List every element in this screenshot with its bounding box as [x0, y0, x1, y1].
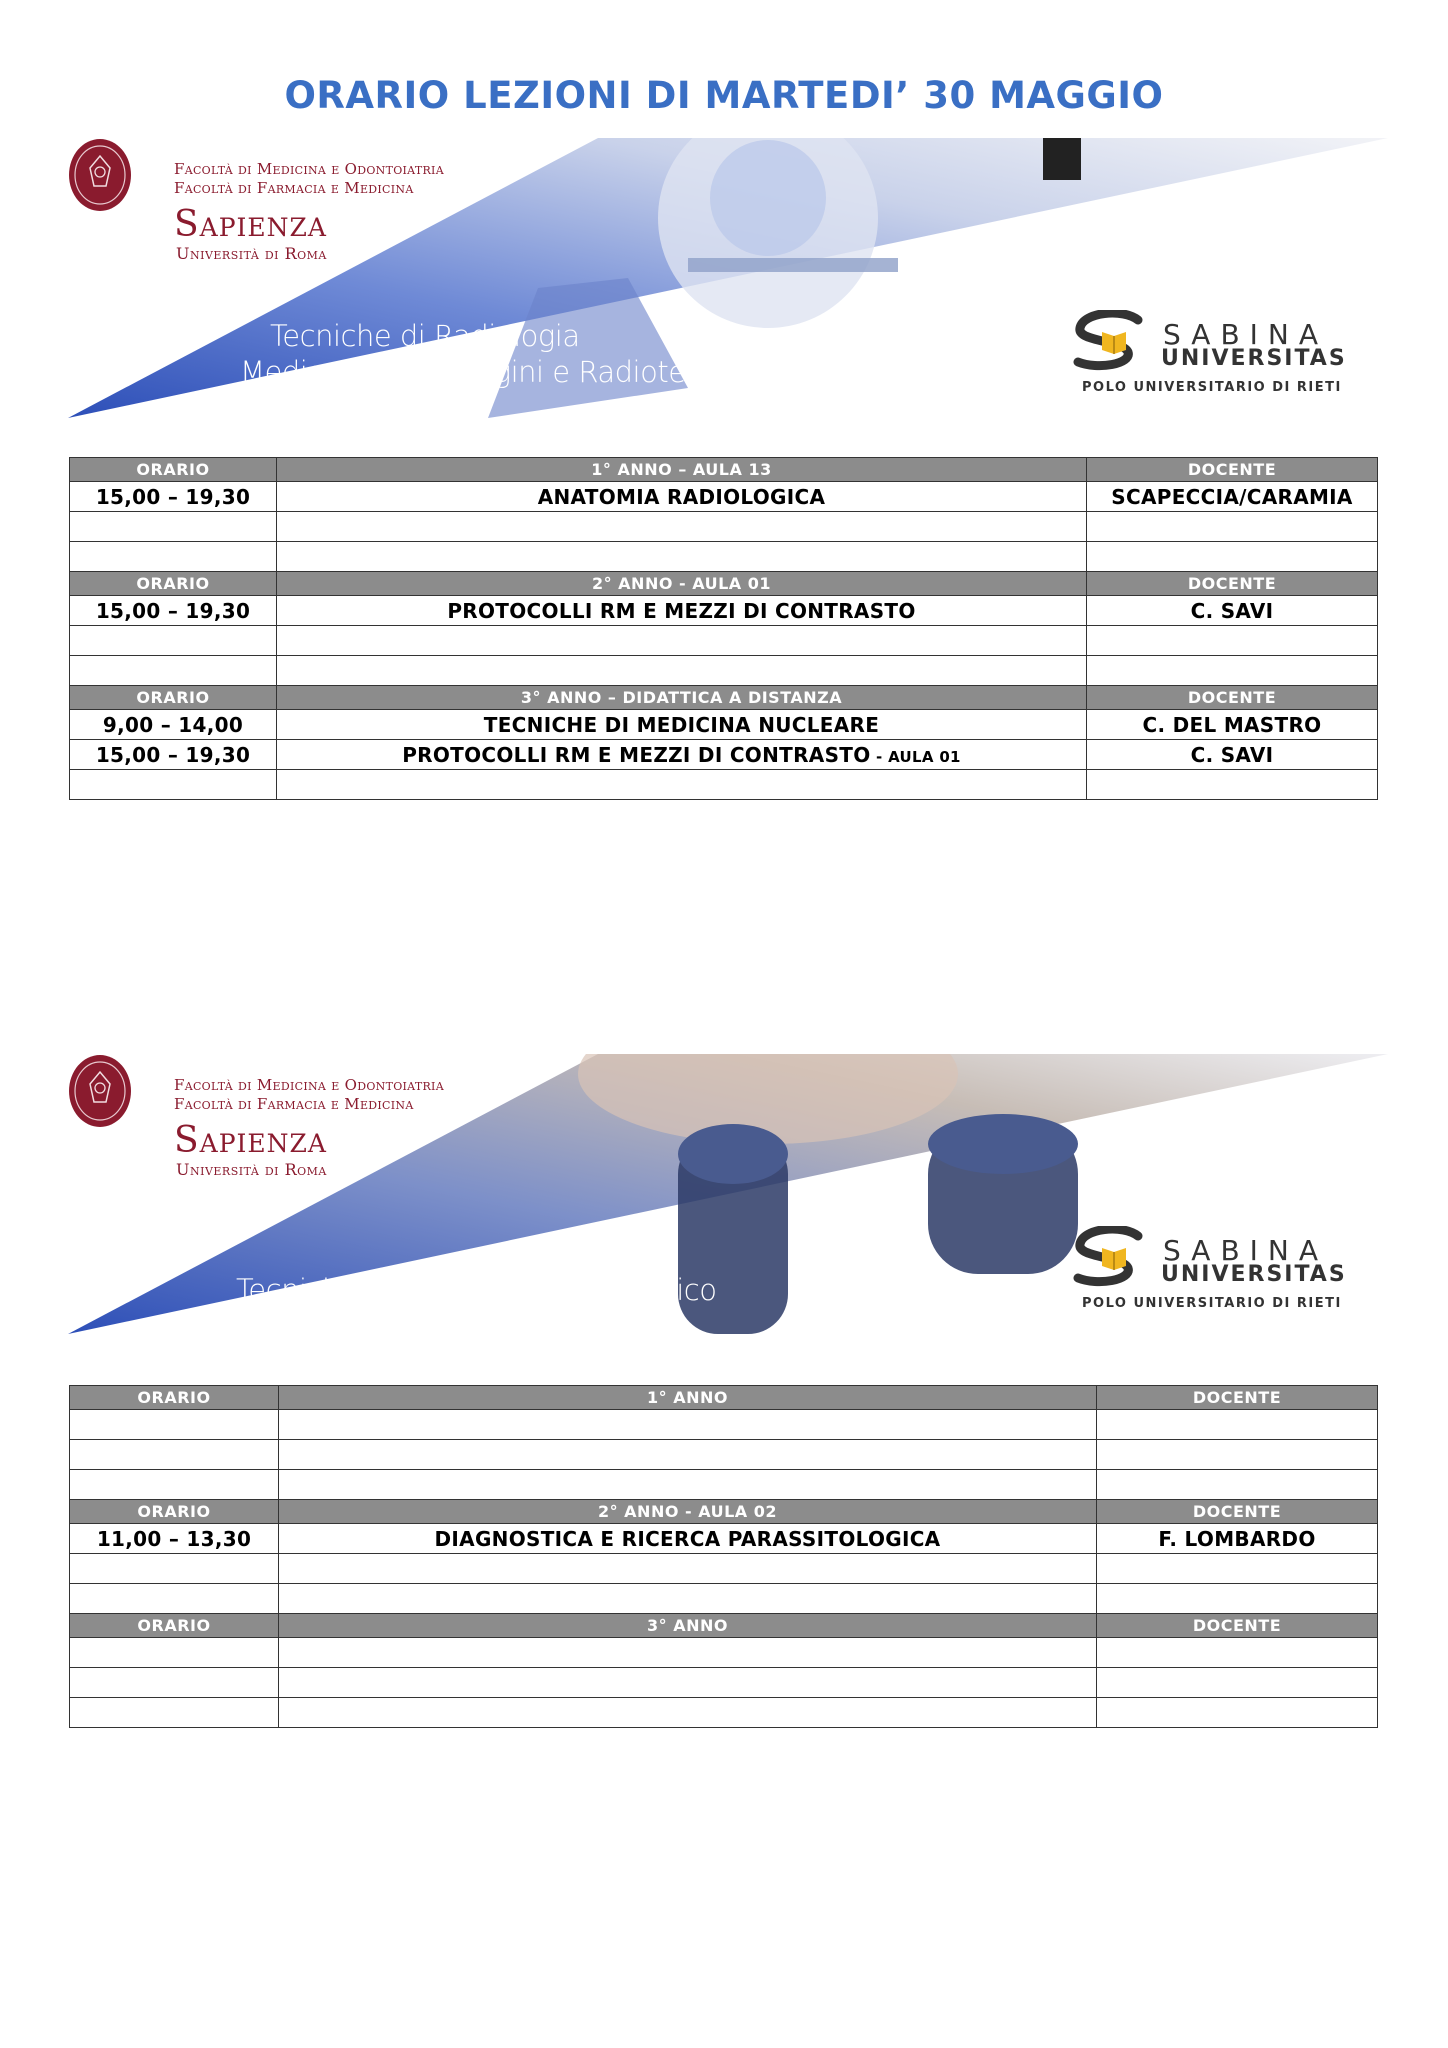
- header-orario: ORARIO: [70, 1614, 279, 1638]
- cell-empty: [279, 1668, 1097, 1698]
- cell-empty: [70, 626, 277, 656]
- faculty-names: [174, 1076, 444, 1114]
- header-docente: DOCENTE: [1097, 1386, 1378, 1410]
- cell-course: TECNICHE DI MEDICINA NUCLEARE: [277, 710, 1087, 740]
- table-row-empty: [70, 1470, 1378, 1500]
- header-year-2: 2° ANNO - AULA 02: [279, 1500, 1097, 1524]
- cell-empty: [70, 1668, 279, 1698]
- cell-empty: [1087, 656, 1378, 686]
- header-docente: DOCENTE: [1087, 572, 1378, 596]
- faculty-line-1: Facoltà di Medicina e Odontoiatria: [174, 160, 444, 178]
- cell-empty: [277, 626, 1087, 656]
- cell-course: DIAGNOSTICA E RICERCA PARASSITOLOGICA: [279, 1524, 1097, 1554]
- table-row: [70, 596, 1378, 626]
- table-row-empty: [70, 542, 1378, 572]
- sabina-logo-icon: [1068, 1226, 1158, 1292]
- laboratorio-schedule-table: [69, 1385, 1378, 1728]
- university-subtitle: Università di Roma: [176, 244, 327, 263]
- page-title: ORARIO LEZIONI DI MARTEDI’ 30 MAGGIO: [284, 74, 1164, 117]
- laboratorio-banner: [68, 1054, 1388, 1334]
- cell-docente: SCAPECCIA/CARAMIA: [1087, 482, 1378, 512]
- cell-empty: [277, 770, 1087, 800]
- cell-orario: 15,00 – 19,30: [70, 596, 277, 626]
- partner-polo: POLO UNIVERSITARIO DI RIETI: [1082, 380, 1342, 395]
- cell-empty: [1087, 770, 1378, 800]
- cell-empty: [1097, 1584, 1378, 1614]
- cell-empty: [1087, 626, 1378, 656]
- table-row-empty: [70, 512, 1378, 542]
- partner-subtitle: UNIVERSITAS: [1161, 1262, 1347, 1287]
- cell-course: ANATOMIA RADIOLOGICA: [277, 482, 1087, 512]
- header-year-2: 2° ANNO - AULA 01: [277, 572, 1087, 596]
- header-orario: ORARIO: [70, 1500, 279, 1524]
- table-header-row: [70, 1500, 1378, 1524]
- header-orario: ORARIO: [70, 686, 277, 710]
- cell-docente: C. DEL MASTRO: [1087, 710, 1378, 740]
- header-orario: ORARIO: [70, 458, 277, 482]
- faculty-line-1: Facoltà di Medicina e Odontoiatria: [174, 1076, 444, 1094]
- cell-empty: [1097, 1440, 1378, 1470]
- sapienza-seal-icon: [68, 138, 132, 212]
- table-row-empty: [70, 1554, 1378, 1584]
- table-header-row: [70, 686, 1378, 710]
- cell-empty: [70, 1638, 279, 1668]
- course-room: - AULA 01: [870, 747, 961, 766]
- cell-empty: [1097, 1470, 1378, 1500]
- table-row-empty: [70, 656, 1378, 686]
- cell-empty: [1097, 1698, 1378, 1728]
- sabina-logo-icon: [1068, 310, 1158, 376]
- header-year-3: 3° ANNO: [279, 1614, 1097, 1638]
- cell-empty: [70, 1554, 279, 1584]
- partner-subtitle: UNIVERSITAS: [1161, 346, 1347, 371]
- table-header-row: [70, 1386, 1378, 1410]
- cell-empty: [279, 1554, 1097, 1584]
- cell-empty: [279, 1410, 1097, 1440]
- sabina-logo: [1068, 1226, 1368, 1316]
- cell-empty: [70, 1470, 279, 1500]
- cell-empty: [279, 1470, 1097, 1500]
- header-docente: DOCENTE: [1097, 1500, 1378, 1524]
- cell-empty: [70, 512, 277, 542]
- cell-empty: [70, 656, 277, 686]
- cell-empty: [1097, 1554, 1378, 1584]
- table-row-empty: [70, 1668, 1378, 1698]
- cell-docente: C. SAVI: [1087, 740, 1378, 770]
- radiologia-schedule-table: [69, 457, 1378, 800]
- cell-empty: [277, 542, 1087, 572]
- cell-empty: [70, 770, 277, 800]
- university-name: Sapienza: [174, 204, 327, 245]
- header-orario: ORARIO: [70, 572, 277, 596]
- table-row-empty: [70, 1638, 1378, 1668]
- sapienza-seal-icon: [68, 1054, 132, 1128]
- cell-course: [277, 740, 1087, 770]
- partner-name: SABINA: [1163, 318, 1329, 351]
- cell-empty: [279, 1638, 1097, 1668]
- cell-empty: [279, 1440, 1097, 1470]
- faculty-names: [174, 160, 444, 198]
- table-header-row: [70, 458, 1378, 482]
- radiologia-banner: [68, 138, 1388, 418]
- cell-docente: F. LOMBARDO: [1097, 1524, 1378, 1554]
- table-row: [70, 1524, 1378, 1554]
- cell-orario: 15,00 – 19,30: [70, 740, 277, 770]
- faculty-line-2: Facoltà di Farmacia e Medicina: [174, 1095, 414, 1113]
- cell-empty: [70, 1698, 279, 1728]
- faculty-line-2: Facoltà di Farmacia e Medicina: [174, 179, 414, 197]
- table-row-empty: [70, 770, 1378, 800]
- cell-empty: [1087, 512, 1378, 542]
- table-row-empty: [70, 1410, 1378, 1440]
- table-header-row: [70, 1614, 1378, 1638]
- cell-empty: [1087, 542, 1378, 572]
- header-docente: DOCENTE: [1087, 458, 1378, 482]
- cell-empty: [1097, 1668, 1378, 1698]
- course-name: PROTOCOLLI RM E MEZZI DI CONTRASTO: [402, 742, 871, 767]
- university-name: Sapienza: [174, 1120, 327, 1161]
- cell-course: PROTOCOLLI RM E MEZZI DI CONTRASTO: [277, 596, 1087, 626]
- cell-empty: [70, 1440, 279, 1470]
- table-row: [70, 482, 1378, 512]
- cell-empty: [277, 656, 1087, 686]
- cell-empty: [277, 512, 1087, 542]
- header-docente: DOCENTE: [1087, 686, 1378, 710]
- header-docente: DOCENTE: [1097, 1614, 1378, 1638]
- cell-empty: [1097, 1638, 1378, 1668]
- sabina-logo: [1068, 310, 1368, 400]
- table-row-empty: [70, 1440, 1378, 1470]
- cell-docente: C. SAVI: [1087, 596, 1378, 626]
- course-title: Tecniche di Laboratorio Biomedico: [236, 1273, 717, 1307]
- cell-empty: [1097, 1410, 1378, 1440]
- table-header-row: [70, 572, 1378, 596]
- cell-empty: [70, 1410, 279, 1440]
- cell-orario: 11,00 – 13,30: [70, 1524, 279, 1554]
- course-title-line-1: Tecniche di Radiologia: [270, 319, 580, 353]
- table-row: [70, 740, 1378, 770]
- table-row: [70, 710, 1378, 740]
- university-subtitle: Università di Roma: [176, 1160, 327, 1179]
- cell-empty: [70, 542, 277, 572]
- header-year-3: 3° ANNO – DIDATTICA A DISTANZA: [277, 686, 1087, 710]
- table-row-empty: [70, 1698, 1378, 1728]
- cell-empty: [279, 1584, 1097, 1614]
- cell-empty: [279, 1698, 1097, 1728]
- course-title-line-2: Medica, per Immagini e Radioterapia: [240, 355, 758, 389]
- header-orario: ORARIO: [70, 1386, 279, 1410]
- cell-orario: 15,00 – 19,30: [70, 482, 277, 512]
- cell-orario: 9,00 – 14,00: [70, 710, 277, 740]
- partner-name: SABINA: [1163, 1234, 1329, 1267]
- header-year-1: 1° ANNO: [279, 1386, 1097, 1410]
- partner-polo: POLO UNIVERSITARIO DI RIETI: [1082, 1296, 1342, 1311]
- table-row-empty: [70, 626, 1378, 656]
- cell-empty: [70, 1584, 279, 1614]
- table-row-empty: [70, 1584, 1378, 1614]
- header-year-1: 1° ANNO – AULA 13: [277, 458, 1087, 482]
